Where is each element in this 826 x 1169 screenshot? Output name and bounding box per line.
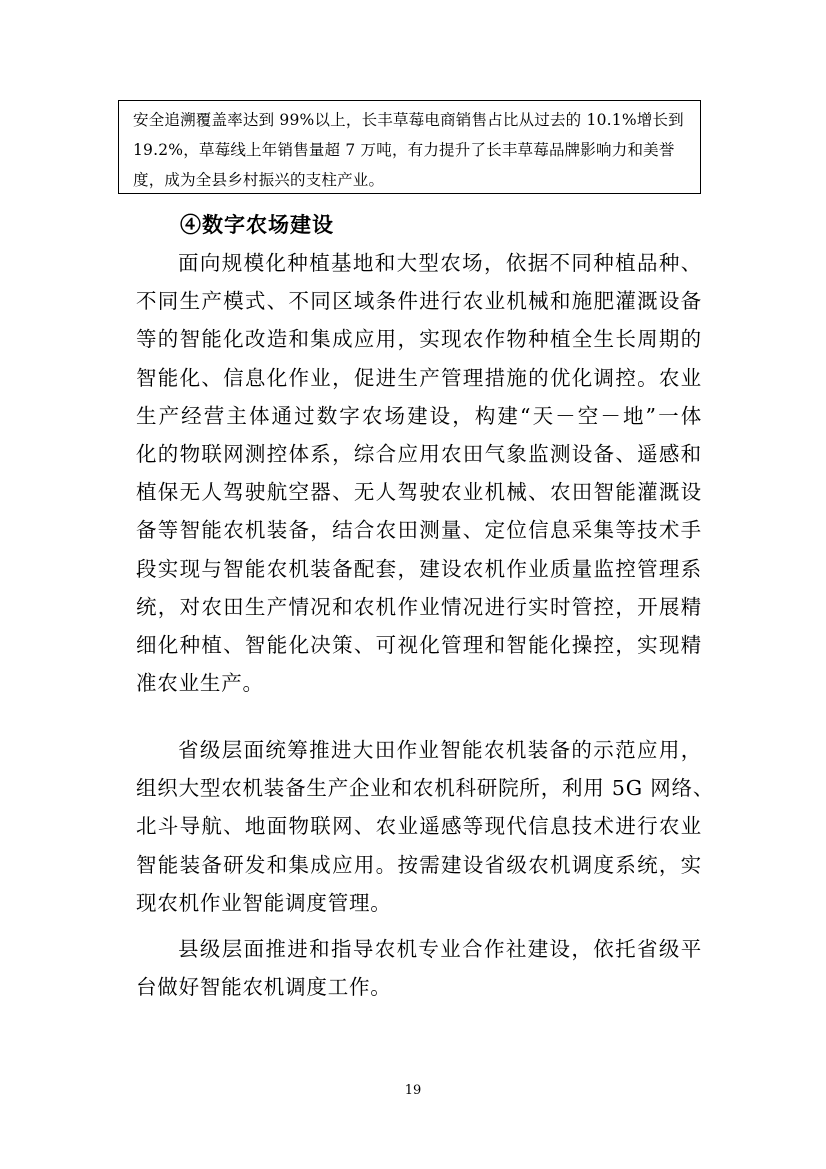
boxed-note-line: 度，成为全县乡村振兴的支柱产业。 — [133, 171, 385, 189]
paragraph-line: 组织大型农机装备生产企业和农机科研院所，利用 5G 网络、 — [136, 776, 715, 801]
paragraph-line: 不同生产模式、不同区域条件进行农业机械和施肥灌溉设备 — [136, 289, 702, 314]
paragraph-line: 统，对农田生产情况和农机作业情况进行实时管控，开展精 — [136, 594, 702, 619]
paragraph-line: 细化种植、智能化决策、可视化管理和智能化操控，实现精 — [136, 632, 702, 657]
boxed-note-line: 19.2%，草莓线上年销售量超 7 万吨，有力提升了长丰草莓品牌影响力和美誉 — [133, 141, 675, 159]
paragraph-line: 段实现与智能农机装备配套，建设农机作业质量监控管理系 — [136, 556, 702, 581]
paragraph — [136, 244, 702, 702]
paragraph-line: 现农机作业智能调度管理。 — [136, 890, 392, 915]
paragraph-line: 等的智能化改造和集成应用，实现农作物种植全生长周期的 — [136, 327, 702, 352]
boxed-note-line: 安全追溯覆盖率达到 99%以上，长丰草莓电商销售占比从过去的 10.1%增长到 — [133, 111, 684, 129]
paragraph-line: 台做好智能农机调度工作。 — [136, 975, 392, 1000]
paragraph-line: 生产经营主体通过数字农场建设，构建“天－空－地”一体 — [136, 403, 702, 428]
paragraph-line: 北斗导航、地面物联网、农业遥感等现代信息技术进行农业 — [136, 814, 702, 839]
page-number: 19 — [404, 1083, 422, 1098]
paragraph-line: 智能装备研发和集成应用。按需建设省级农机调度系统，实 — [136, 852, 702, 877]
section-heading: ④数字农场建设 — [180, 212, 334, 237]
paragraph-line: 面向规模化种植基地和大型农场，依据不同种植品种、 — [178, 251, 702, 275]
paragraph-line: 县级层面推进和指导农机专业合作社建设，依托省级平 — [178, 937, 702, 961]
paragraph-line: 准农业生产。 — [136, 671, 264, 696]
paragraph — [136, 930, 702, 1006]
paragraph-line: 备等智能农机装备，结合农田测量、定位信息采集等技术手 — [136, 518, 702, 543]
paragraph-line: 省级层面统筹推进大田作业智能农机装备的示范应用， — [178, 738, 702, 762]
paragraph-line: 智能化、信息化作业，促进生产管理措施的优化调控。农业 — [136, 365, 702, 390]
paragraph — [136, 731, 715, 922]
boxed-note — [118, 100, 701, 194]
paragraph-line: 化的物联网测控体系，综合应用农田气象监测设备、遥感和 — [136, 441, 702, 466]
paragraph-line: 植保无人驾驶航空器、无人驾驶农业机械、农田智能灌溉设 — [136, 480, 702, 505]
